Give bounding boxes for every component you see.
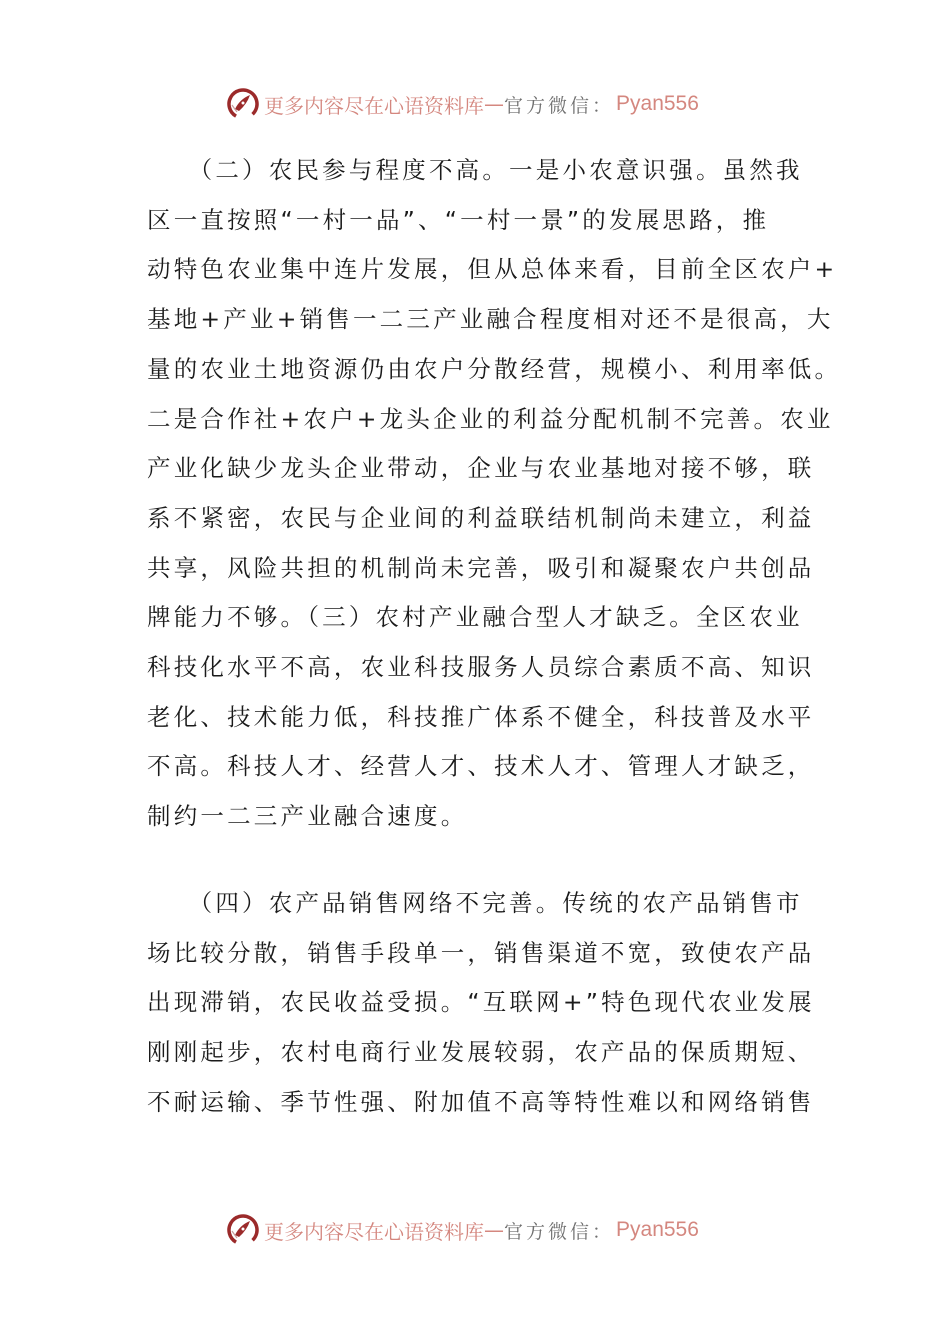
text-line: 出现滞销，农民收益受损。“互联网+”特色现代农业发展 (147, 988, 815, 1017)
paragraph-farmer-participation (147, 146, 842, 842)
text-line: （二）农民参与程度不高。一是小农意识强。虽然我 (147, 156, 803, 184)
promo-text: 更多内容尽在心语资料库 (264, 1219, 484, 1244)
text-line: 刚刚起步，农村电商行业发展较弱，农产品的保质期短、 (147, 1037, 815, 1066)
text-line: 系不紧密，农民与企业间的利益联结机制尚未建立，利益 (147, 503, 815, 532)
wechat-label: 官方微信： (504, 1220, 615, 1243)
wechat-id: Pyan556 (616, 1218, 699, 1241)
document-body (147, 146, 842, 1127)
text-line: 牌能力不够。（三）农村产业融合型人才缺乏。全区农业 (147, 603, 803, 632)
text-line: 区一直按照“一村一品”、“一村一景”的发展思路，推 (147, 205, 770, 234)
pen-nib-logo-icon (226, 87, 260, 121)
text-line: 产业化缺少龙头企业带动，企业与农业基地对接不够，联 (147, 454, 815, 483)
text-line: 二是合作社+农户+龙头企业的利益分配机制不完善。农业 (147, 404, 834, 433)
text-line: 场比较分散，销售手段单一，销售渠道不宽，致使农产品 (147, 938, 815, 967)
wechat-id: Pyan556 (616, 92, 699, 115)
text-line: 共享，风险共担的机制尚未完善，吸引和凝聚农户共创品 (147, 553, 815, 582)
pen-nib-logo-icon (226, 1213, 260, 1247)
text-line: 动特色农业集中连片发展，但从总体来看，目前全区农户+ (147, 255, 838, 284)
text-line: （四）农产品销售网络不完善。传统的农产品销售市 (147, 888, 803, 917)
text-line: 不高。科技人才、经营人才、技术人才、管理人才缺乏， (147, 752, 815, 781)
separator-dash: — (484, 92, 504, 116)
separator-dash: — (484, 1218, 504, 1242)
text-line: 科技化水平不高，农业科技服务人员综合素质不高、知识 (147, 653, 815, 682)
footer-watermark-banner (226, 1210, 726, 1250)
wechat-label: 官方微信： (504, 94, 615, 117)
header-watermark-banner (226, 84, 726, 124)
paragraph-sales-network (147, 879, 815, 1128)
text-line: 不耐运输、季节性强、附加值不高等特性难以和网络销售 (147, 1087, 815, 1116)
text-line: 基地+产业+销售一二三产业融合程度相对还不是很高，大 (147, 305, 834, 334)
text-line: 制约一二三产业融合速度。 (147, 802, 468, 831)
text-line: 量的农业土地资源仍由农户分散经营，规模小、利用率低。 (147, 354, 842, 383)
text-line: 老化、技术能力低，科技推广体系不健全，科技普及水平 (147, 702, 815, 731)
promo-text: 更多内容尽在心语资料库 (264, 93, 484, 118)
